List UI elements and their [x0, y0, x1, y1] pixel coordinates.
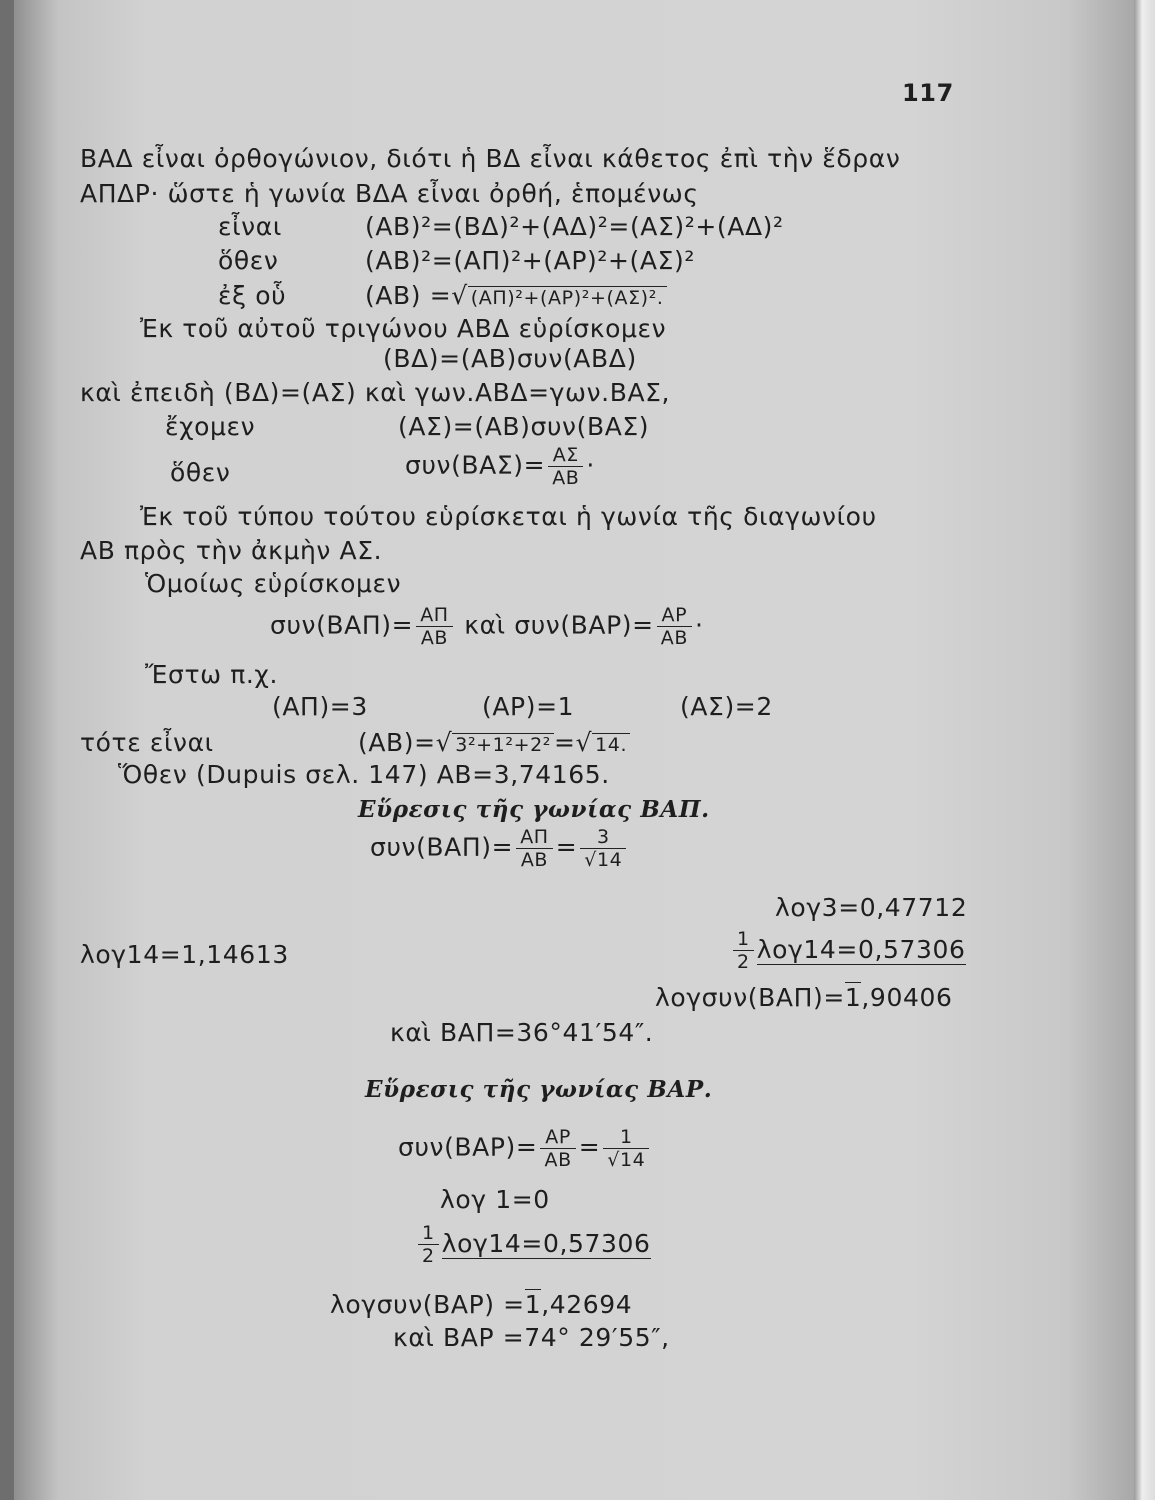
equation-9-lhs: συν(ΒΑΠ)= — [370, 832, 514, 862]
bar-characteristic: 1 — [844, 983, 862, 1012]
page-number: 117 — [902, 79, 954, 107]
punctuation: · — [694, 610, 704, 640]
equation-9 — [370, 826, 629, 871]
fraction-half — [733, 928, 754, 973]
equation-7-lhs: συν(ΒΑΠ)= — [270, 610, 414, 640]
log-cos-bar — [330, 1290, 632, 1320]
denominator: 2 — [422, 1245, 435, 1267]
numerator: ΑΡ — [540, 1126, 575, 1149]
equation-3-lhs: (ΑΒ) =√ — [365, 281, 468, 310]
label-echomen: ἔχομεν — [165, 412, 256, 441]
text-line-4: καὶ ἐπειδὴ (ΒΔ)=(ΑΣ) καὶ γων.ΑΒΔ=γων.ΒΑΣ, — [80, 378, 671, 407]
log-cos-bap-lhs: λογσυν(ΒΑΠ)= — [655, 983, 845, 1012]
half-log-14-value: λογ14=0,57306 — [756, 934, 966, 964]
half-log-14-b-value: λογ14=0,57306 — [441, 1228, 651, 1258]
bar-characteristic: 1 — [524, 1290, 542, 1319]
numerator: ΑΡ — [657, 604, 692, 627]
log-14: λογ14=1,14613 — [80, 940, 289, 969]
label-othen-2: ὅθεν — [170, 458, 231, 487]
text-line-7: Ὁμοίως εὑρίσκομεν — [145, 569, 402, 598]
label-ex-ou: ἐξ οὗ — [218, 281, 287, 310]
value-ar: (ΑΡ)=1 — [482, 692, 575, 721]
label-tote-einai: τότε εἶναι — [80, 728, 214, 757]
log-3: λογ3=0,47712 — [775, 893, 968, 922]
equation-10 — [398, 1126, 652, 1171]
text-line-1: ΒΑΔ εἶναι ὀρθογώνιον, διότι ἡ ΒΔ εἶναι κάθετος ἐπὶ τὴν ἕδραν — [80, 144, 901, 173]
equation-7 — [270, 604, 704, 649]
equation-3 — [365, 281, 667, 311]
text-line-5: Ἐκ τοῦ τύπου τούτου εὑρίσκεται ἡ γωνία τῆς διαγωνίου — [140, 502, 877, 531]
equation-8-radicand: 3²+1²+2² — [452, 733, 554, 756]
denominator: √14 — [607, 1149, 646, 1171]
numerator: ΑΠ — [416, 604, 453, 627]
page-edge — [1134, 0, 1155, 1500]
punctuation: · — [586, 450, 595, 480]
denominator: ΑΒ — [520, 849, 549, 871]
equation-8-lhs: (ΑΒ)=√ — [358, 728, 453, 757]
fraction-half — [418, 1222, 439, 1267]
text-line-2: ΑΠΔΡ· ὥστε ἡ γωνία ΒΔΑ εἶναι ὀρθή, ἑπομένως — [80, 179, 699, 208]
equation-5: (ΑΣ)=(ΑΒ)συν(ΒΑΣ) — [398, 412, 650, 441]
result-bap: καὶ ΒΑΠ=36°41′54″. — [390, 1018, 654, 1047]
log-cos-bar-lhs: λογσυν(ΒΑΡ) = — [330, 1290, 525, 1319]
fraction — [657, 604, 692, 649]
value-as: (ΑΣ)=2 — [680, 692, 773, 721]
section-heading-bap: Εὕρεσις τῆς γωνίας ΒΑΠ. — [358, 796, 710, 823]
denominator: ΑΒ — [544, 1149, 572, 1171]
equation-8-eq: =√ — [554, 728, 593, 757]
book-gutter — [0, 0, 14, 1500]
denominator: ΑΒ — [420, 627, 449, 649]
equation-2: (ΑΒ)²=(ΑΠ)²+(ΑΡ)²+(ΑΣ)² — [365, 246, 695, 275]
equation-8 — [358, 728, 630, 758]
fraction — [580, 826, 626, 871]
numerator: ΑΠ — [516, 826, 553, 849]
equals: = — [578, 1132, 601, 1162]
denominator: 2 — [737, 951, 750, 973]
equation-3-radicand: (ΑΠ)²+(ΑΡ)²+(ΑΣ)². — [468, 286, 667, 309]
numerator: 1 — [418, 1222, 439, 1245]
equation-10-lhs: συν(ΒΑΡ)= — [398, 1132, 538, 1162]
equation-6 — [405, 444, 595, 489]
log-cos-bap — [655, 983, 952, 1013]
numerator: 1 — [603, 1126, 649, 1149]
fraction — [540, 1126, 575, 1171]
equals: = — [555, 832, 578, 862]
value-ap: (ΑΠ)=3 — [272, 692, 368, 721]
numerator: 3 — [580, 826, 626, 849]
fraction — [416, 604, 453, 649]
half-log-14-b — [415, 1222, 651, 1267]
numerator: ΑΣ — [548, 444, 583, 467]
equation-7-mid: καὶ συν(ΒΑΡ)= — [464, 610, 654, 640]
mantissa: ,42694 — [541, 1290, 633, 1319]
denominator: ΑΒ — [552, 467, 580, 489]
equation-4: (ΒΔ)=(ΑΒ)συν(ΑΒΔ) — [383, 344, 637, 373]
section-heading-bar: Εὕρεσις τῆς γωνίας ΒΑΡ. — [365, 1076, 713, 1103]
denominator: ΑΒ — [660, 627, 688, 649]
half-log-14 — [730, 928, 966, 973]
denominator: √14 — [584, 849, 623, 871]
equation-8-result: 14. — [592, 733, 630, 756]
mantissa: ,90406 — [861, 983, 953, 1012]
result-bar: καὶ ΒΑΡ =74° 29′55″, — [393, 1323, 670, 1352]
log-1: λογ 1=0 — [440, 1185, 550, 1214]
label-othen: ὅθεν — [218, 246, 279, 275]
numerator: 1 — [733, 928, 754, 951]
fraction — [548, 444, 583, 489]
equation-6-lhs: συν(ΒΑΣ)= — [405, 450, 546, 480]
fraction — [516, 826, 553, 871]
equation-1: (ΑΒ)²=(ΒΔ)²+(ΑΔ)²=(ΑΣ)²+(ΑΔ)² — [365, 212, 784, 241]
label-einai: εἶναι — [218, 212, 282, 241]
fraction — [603, 1126, 649, 1171]
text-line-6: ΑΒ πρὸς τὴν ἀκμὴν ΑΣ. — [80, 536, 383, 565]
text-line-9: Ὅθεν (Dupuis σελ. 147) ΑΒ=3,74165. — [118, 760, 610, 789]
text-line-3: Ἐκ τοῦ αὐτοῦ τριγώνου ΑΒΔ εὑρίσκομεν — [140, 314, 667, 343]
text-line-8: Ἔστω π.χ. — [145, 660, 279, 689]
